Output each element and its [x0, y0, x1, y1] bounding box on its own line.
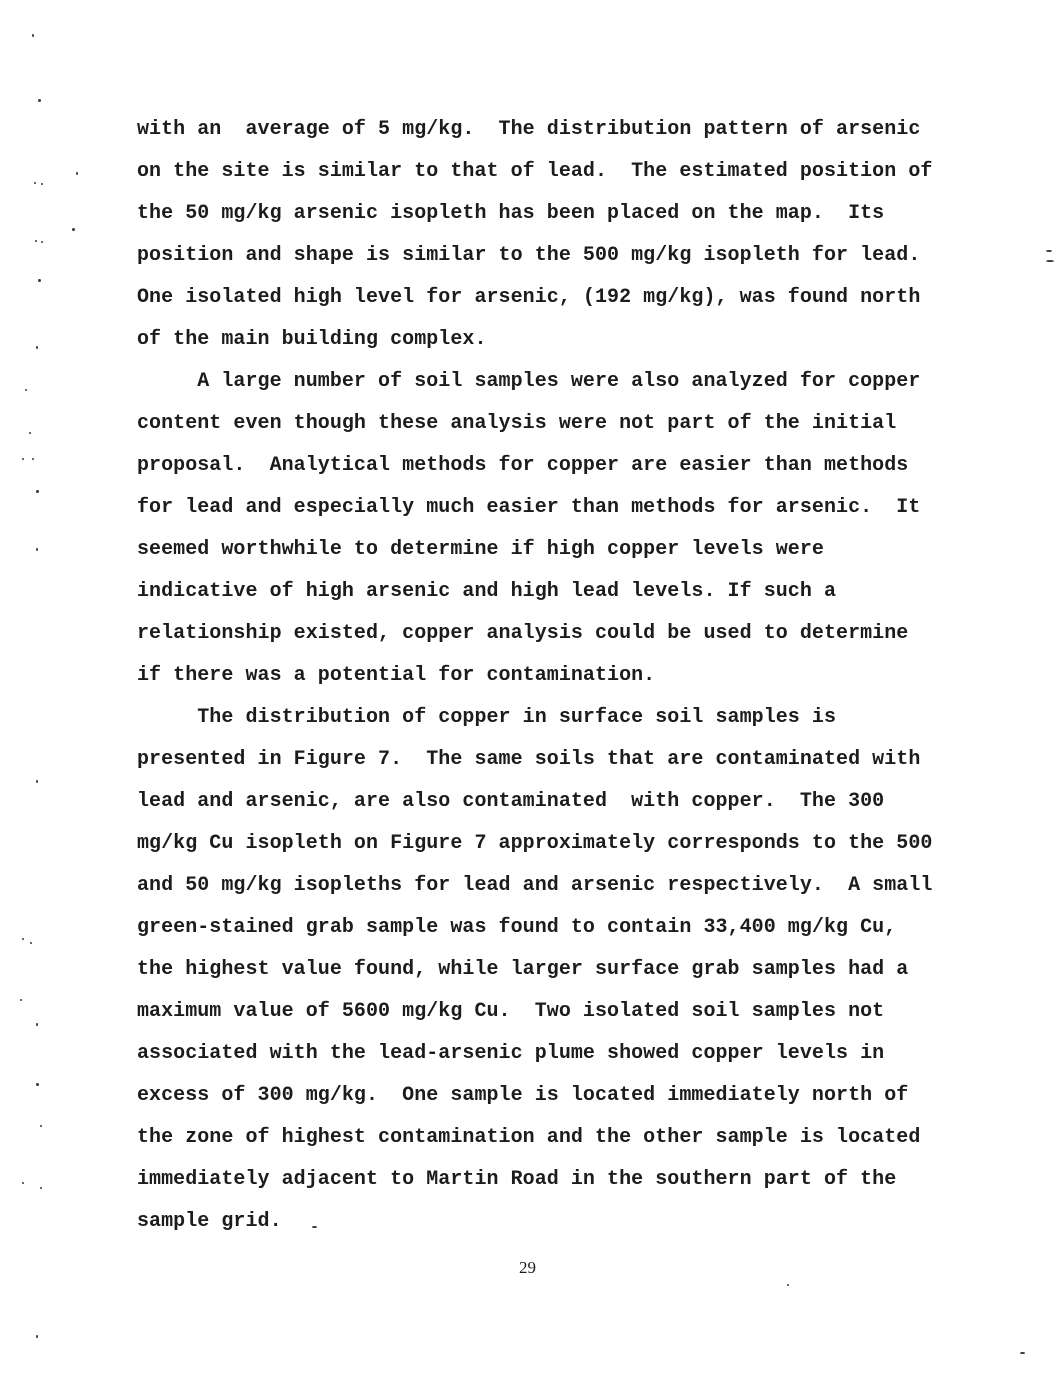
text-line: maximum value of 5600 mg/kg Cu. Two isolated soil samples not	[137, 1000, 885, 1023]
text-line: immediately adjacent to Martin Road in the southern part of the	[137, 1168, 897, 1191]
text-line: the highest value found, while larger surface grab samples had a	[137, 958, 909, 981]
scan-speck	[22, 1182, 24, 1184]
scan-speck	[36, 346, 38, 349]
text-line: position and shape is similar to the 500 mg/kg isopleth for lead.	[137, 244, 921, 267]
text-line: green-stained grab sample was found to contain 33,400 mg/kg Cu,	[137, 916, 897, 939]
scan-speck	[1046, 250, 1052, 252]
scan-speck	[38, 99, 41, 102]
scan-speck	[34, 182, 36, 184]
text-line: if there was a potential for contamination.	[137, 664, 656, 687]
scan-speck	[1020, 1352, 1025, 1354]
text-line: and 50 mg/kg isopleths for lead and arsenic respectively. A small	[137, 874, 933, 897]
text-line: excess of 300 mg/kg. One sample is located immediately north of	[137, 1084, 909, 1107]
scan-speck	[40, 1187, 42, 1189]
scan-speck	[36, 1083, 39, 1086]
scan-speck	[32, 458, 34, 460]
text-line: on the site is similar to that of lead. The estimated position of	[137, 160, 933, 183]
text-line: relationship existed, copper analysis could be used to determine	[137, 622, 909, 645]
scan-speck	[35, 240, 37, 242]
scan-speck	[41, 241, 43, 243]
text-line: content even though these analysis were not part of the initial	[137, 412, 897, 435]
text-line: of the main building complex.	[137, 328, 487, 351]
scan-speck	[22, 938, 24, 940]
scan-speck	[36, 490, 39, 493]
scan-speck	[22, 458, 24, 460]
scan-speck	[312, 1226, 317, 1228]
text-line: One isolated high level for arsenic, (192 mg/kg), was found north	[137, 286, 921, 309]
scan-speck	[29, 432, 31, 434]
text-line: The distribution of copper in surface soil samples is	[137, 706, 837, 729]
scan-speck	[1046, 260, 1054, 262]
scan-speck	[40, 1125, 42, 1127]
scan-speck	[30, 942, 32, 944]
text-line: with an average of 5 mg/kg. The distribution pattern of arsenic	[137, 118, 921, 141]
scan-speck	[20, 999, 22, 1001]
scan-speck	[76, 172, 78, 175]
text-line: associated with the lead-arsenic plume showed copper levels in	[137, 1042, 885, 1065]
scan-speck	[41, 183, 43, 185]
text-line: seemed worthwhile to determine if high copper levels were	[137, 538, 824, 561]
text-line: for lead and especially much easier than methods for arsenic. It	[137, 496, 921, 519]
scan-speck	[36, 780, 38, 783]
text-line: lead and arsenic, are also contaminated with copper. The 300	[137, 790, 885, 813]
text-line: indicative of high arsenic and high lead levels. If such a	[137, 580, 837, 603]
scan-speck	[36, 1335, 38, 1338]
scan-speck	[36, 548, 38, 551]
scan-speck	[25, 389, 27, 391]
text-line: sample grid.	[137, 1210, 282, 1233]
scan-speck	[32, 34, 34, 37]
text-line: proposal. Analytical methods for copper are easier than methods	[137, 454, 909, 477]
page-number: 29	[519, 1258, 536, 1277]
scan-speck	[36, 1023, 38, 1026]
text-line: mg/kg Cu isopleth on Figure 7 approximately corresponds to the 500	[137, 832, 933, 855]
text-line: the 50 mg/kg arsenic isopleth has been placed on the map. Its	[137, 202, 885, 225]
scan-speck	[72, 228, 75, 231]
scan-speck	[38, 279, 41, 282]
text-line: presented in Figure 7. The same soils that are contaminated with	[137, 748, 921, 771]
text-line: the zone of highest contamination and the other sample is located	[137, 1126, 921, 1149]
text-line: A large number of soil samples were also analyzed for copper	[137, 370, 921, 393]
scan-speck	[787, 1284, 789, 1286]
